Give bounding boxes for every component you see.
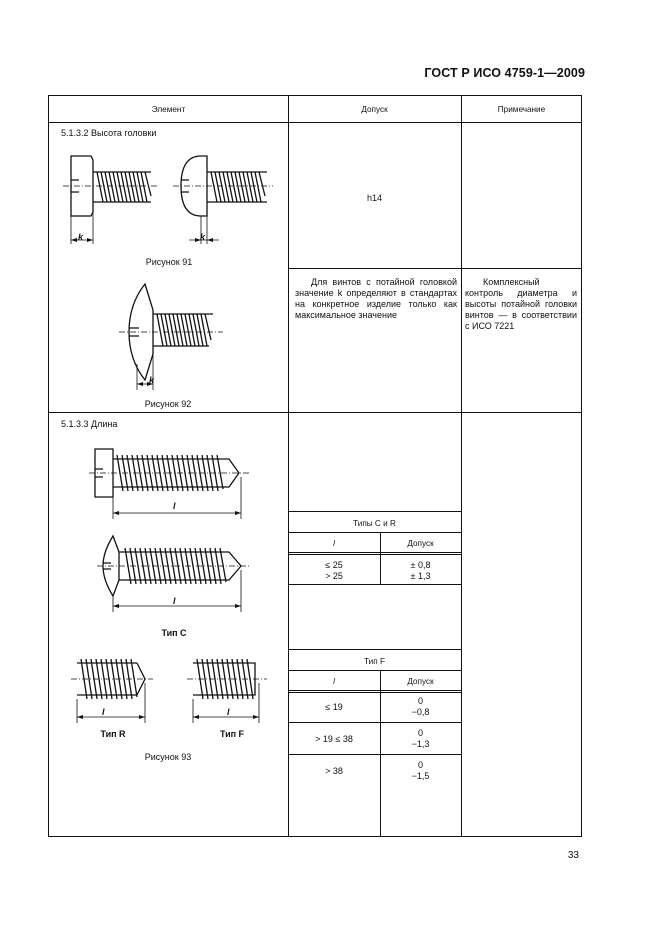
dimension-l-label-2: l xyxy=(173,596,176,606)
subtable-cr-title: Типы C и R xyxy=(353,519,396,528)
tolerance-row-divider xyxy=(288,268,461,269)
subtable-cr-col-l: l xyxy=(333,539,335,548)
note-row-divider xyxy=(461,268,582,269)
subtable-f-col-l: l xyxy=(333,677,335,686)
column-header-note: Примечание xyxy=(497,104,546,114)
dimension-l-label-3: l xyxy=(102,707,105,717)
subtable-cr-col-tol: Допуск xyxy=(407,539,434,548)
note-iso-7221: Комплексный контроль диаметра и высоты потайной головки винтов — в соответствии с ИСО 7221 xyxy=(465,277,577,331)
subtable-f-row3-l: > 38 xyxy=(325,766,343,776)
subtable-f-title-divider xyxy=(288,670,461,671)
subtable-cr-row2-l: > 25 xyxy=(325,571,343,581)
label-type-c: Тип C xyxy=(161,628,187,638)
subtable-f-col-tol: Допуск xyxy=(407,677,434,686)
column-header-element: Элемент xyxy=(151,104,186,114)
subtable-f-row1-l: ≤ 19 xyxy=(325,702,343,712)
subtable-f-row1-upper: 0 xyxy=(417,696,423,706)
tolerance-countersunk-note: Для винтов с потайной головкой значение k определяют в стандартах на конкретное изделие только как максимальное значение xyxy=(295,277,457,320)
subtable-f-title: Тип F xyxy=(364,657,385,666)
section-title-head-height: 5.1.3.2 Высота головки xyxy=(61,128,157,138)
subtable-cr-row1-l: ≤ 25 xyxy=(325,560,343,570)
standard-table xyxy=(48,95,582,837)
subtable-cr-head-divider xyxy=(288,552,461,553)
subtable-f-row2-lower: −1,3 xyxy=(411,739,430,749)
dimension-l-label-1: l xyxy=(173,501,176,511)
subtable-f-row2-upper: 0 xyxy=(417,728,423,738)
figure-92-caption: Рисунок 92 xyxy=(144,399,192,409)
subtable-f-row3-upper: 0 xyxy=(417,760,423,770)
figure-91-caption: Рисунок 91 xyxy=(145,257,193,267)
subtable-cr-bottom xyxy=(288,584,461,585)
dimension-k-label-1: k xyxy=(78,232,84,242)
subtable-f-row2-divider xyxy=(288,754,461,755)
label-type-r: Тип R xyxy=(100,729,126,739)
section-title-length: 5.1.3.3 Длина xyxy=(61,419,118,429)
figure-93-screw-type-r xyxy=(69,651,159,731)
subtable-f-top xyxy=(288,649,461,650)
subtable-f-row2-l: > 19 ≤ 38 xyxy=(315,734,353,744)
subtable-f-head-divider xyxy=(288,690,461,691)
column-divider-1 xyxy=(288,96,289,836)
dimension-l-label-4: l xyxy=(227,707,230,717)
column-divider-2 xyxy=(461,96,462,836)
subtable-f-row1-lower: −0,8 xyxy=(411,707,430,717)
figure-93-screw-type-c xyxy=(99,534,259,614)
figure-93-screw-type-f xyxy=(185,651,275,731)
subtable-f-head-divider-double xyxy=(288,692,461,693)
subtable-cr-head-divider-double xyxy=(288,554,461,555)
tolerance-h14: h14 xyxy=(366,193,383,203)
label-type-f: Тип F xyxy=(219,729,245,739)
header-divider xyxy=(49,122,581,123)
subtable-cr-row1-tol: ± 0,8 xyxy=(410,560,431,570)
subtable-cr-row2-tol: ± 1,3 xyxy=(410,571,431,581)
figure-92-drawing xyxy=(123,284,233,394)
subtable-f-row3-lower: −1,5 xyxy=(411,771,430,781)
figure-91-drawing xyxy=(61,144,281,254)
subtable-cr-title-divider xyxy=(288,532,461,533)
column-header-tolerance: Допуск xyxy=(361,104,388,114)
figure-93-caption: Рисунок 93 xyxy=(144,752,192,762)
subtable-f-row1-divider xyxy=(288,722,461,723)
section-divider xyxy=(49,412,581,413)
page-number: 33 xyxy=(567,850,579,861)
subtable-cr-top xyxy=(288,511,461,512)
dimension-k-label-2: k xyxy=(200,232,206,242)
dimension-k-label-3: k xyxy=(149,375,155,385)
document-id: ГОСТ Р ИСО 4759-1—2009 xyxy=(424,66,585,80)
